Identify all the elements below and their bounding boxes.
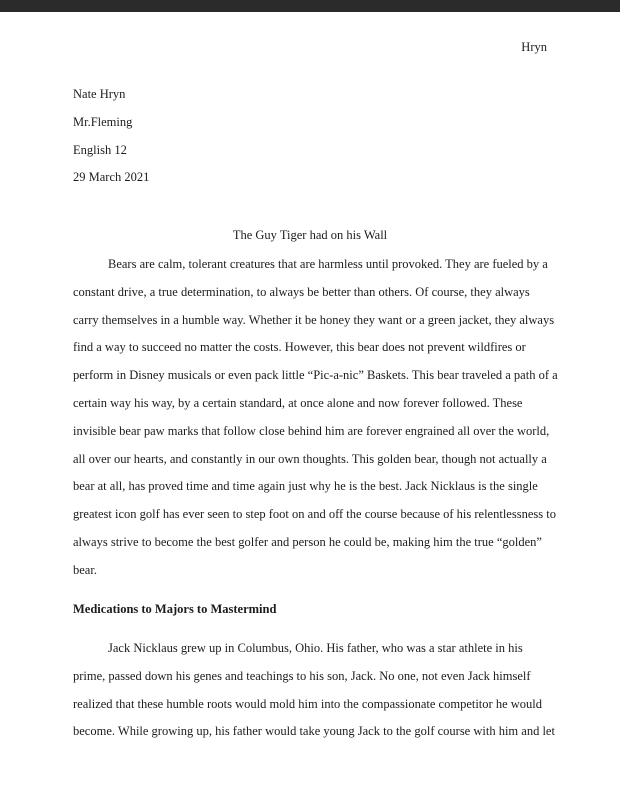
- paragraph-line: invisible bear paw marks that follow close behind him are forever engrained all over the world,: [73, 423, 550, 438]
- document-page: [0, 12, 620, 810]
- essay-title: The Guy Tiger had on his Wall: [232, 228, 388, 242]
- top-bar: [0, 0, 620, 12]
- running-head: Hryn: [521, 40, 547, 54]
- paragraph-line: constant drive, a true determination, to always be better than others. Of course, they always: [73, 284, 530, 299]
- paragraph-line: greatest icon golf has ever seen to step foot on and off the course because of his relentlessness to: [73, 507, 556, 522]
- paragraph-line: find a way to succeed no matter the costs. However, this bear does not prevent wildfires or: [73, 340, 526, 355]
- paragraph-2: [73, 640, 555, 751]
- paragraph-line: prime, passed down his genes and teachings to his son, Jack. No one, not even Jack himself: [73, 668, 531, 683]
- paragraph-line: perform in Disney musicals or even pack little “Pic-a-nic” Baskets. This bear traveled a path of a: [73, 368, 558, 383]
- paragraph-1: [73, 256, 558, 590]
- course-name: English 12: [73, 142, 127, 157]
- paragraph-line: Jack Nicklaus grew up in Columbus, Ohio. His father, who was a star athlete in his: [108, 641, 523, 655]
- paragraph-line: become. While growing up, his father would take young Jack to the golf course with him and let: [73, 724, 555, 739]
- student-name: Nate Hryn: [73, 87, 126, 101]
- paragraph-line: certain way his way, by a certain standard, at once alone and now forever followed. These: [73, 395, 523, 410]
- mla-heading: [73, 86, 149, 197]
- paragraph-line: bear.: [73, 562, 97, 577]
- paragraph-line: always strive to become the best golfer and person he could be, making him the true “golden”: [73, 534, 542, 549]
- teacher-name: Mr.Fleming: [73, 114, 133, 129]
- paragraph-line: Bears are calm, tolerant creatures that are harmless until provoked. They are fueled by a: [108, 257, 548, 271]
- paragraph-line: carry themselves in a humble way. Whether it be honey they want or a green jacket, they always: [73, 312, 555, 327]
- section-heading: Medications to Majors to Mastermind: [73, 602, 277, 616]
- paragraph-line: bear at all, has proved time and time again just why he is the best. Jack Nicklaus is the single: [73, 479, 538, 494]
- date: 29 March 2021: [73, 170, 150, 185]
- paragraph-line: realized that these humble roots would mold him into the compassionate competitor he would: [73, 696, 542, 711]
- paragraph-line: all over our hearts, and constantly in our own thoughts. This golden bear, though not actually a: [73, 451, 547, 466]
